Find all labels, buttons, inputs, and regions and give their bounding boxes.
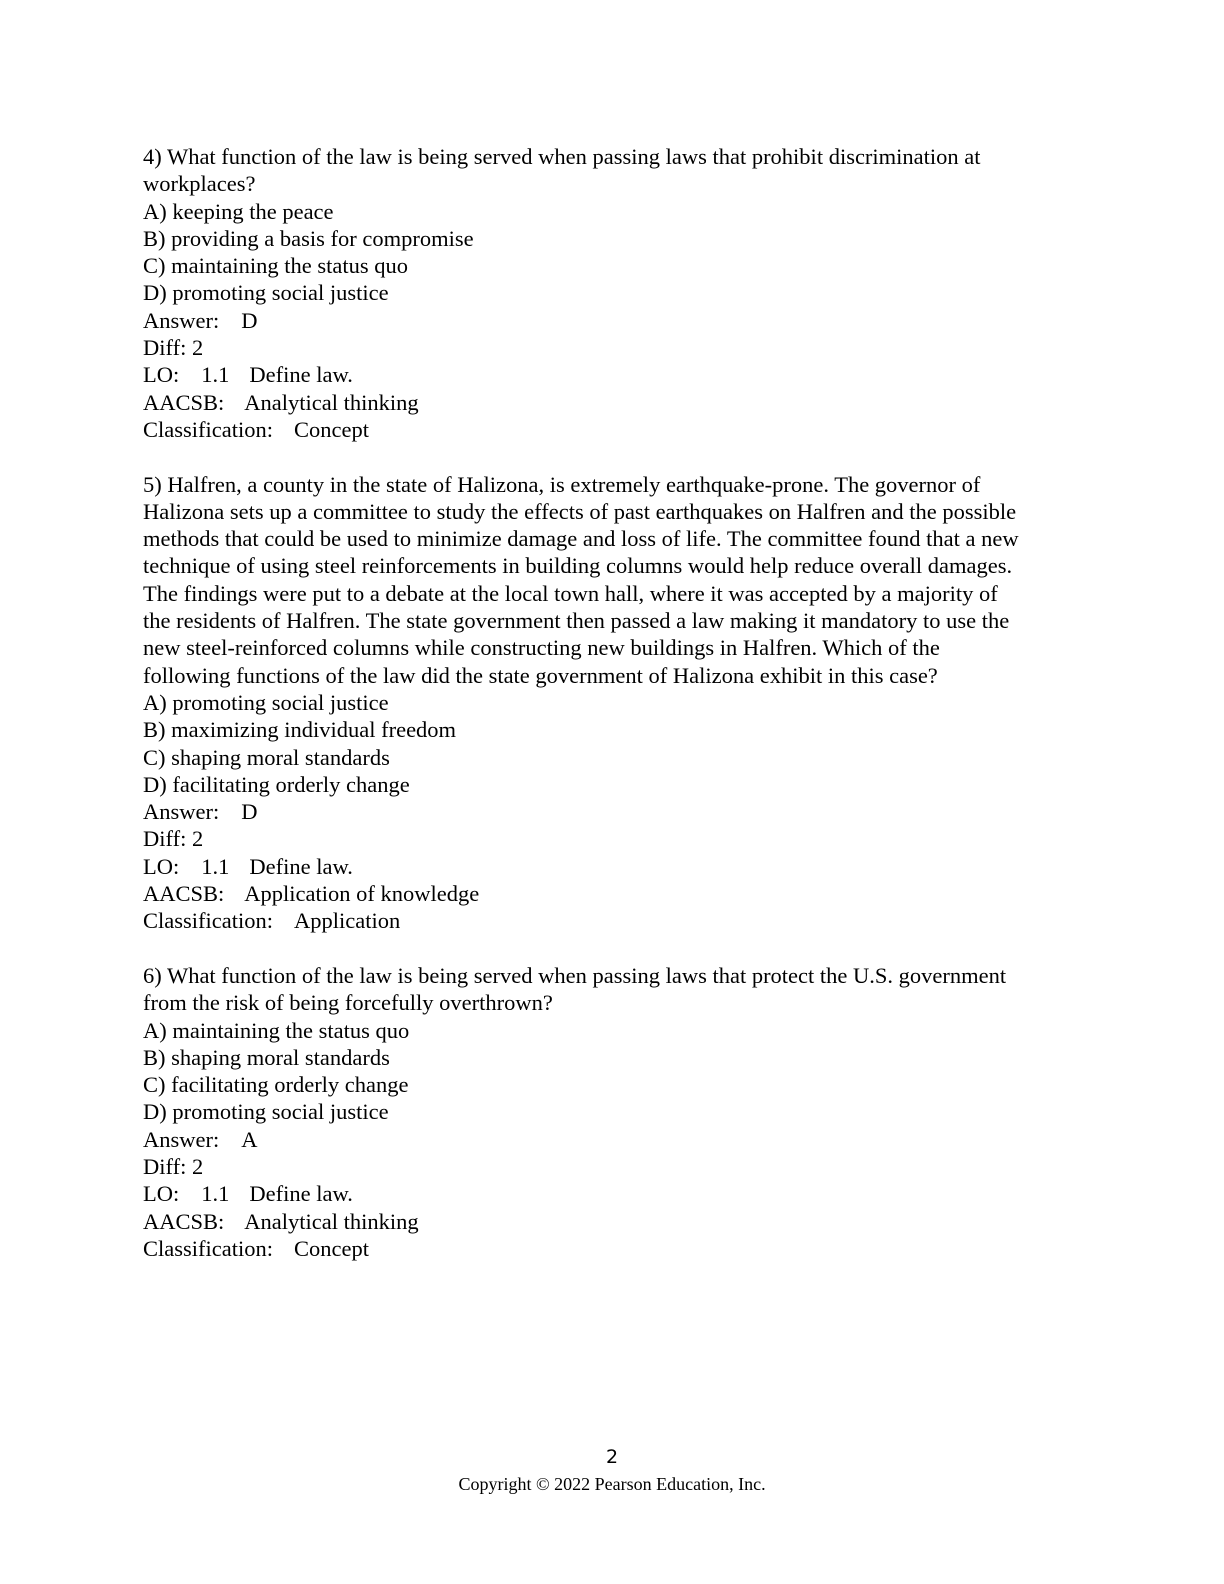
question-6 [143, 962, 1083, 1262]
lo-label: LO: [143, 853, 180, 879]
stem-line: methods that could be used to minimize damage and loss of life. The committee found that a new [143, 526, 1019, 552]
aacsb-line [143, 880, 1083, 907]
option-b: B) maximizing individual freedom [143, 717, 457, 743]
stem-line: workplaces? [143, 171, 256, 197]
answer-value: A [241, 1126, 258, 1152]
stem-line: the residents of Halfren. The state government then passed a law making it mandatory to use the [143, 608, 1010, 634]
aacsb-line [143, 1208, 1083, 1235]
aacsb-value: Application of knowledge [244, 881, 480, 907]
lo-number: 1.1 [201, 1181, 230, 1207]
option-d: D) promoting social justice [143, 280, 389, 306]
answer-line [143, 307, 1083, 334]
lo-number: 1.1 [201, 362, 230, 388]
lo-text: Define law. [249, 1181, 353, 1207]
aacsb-label: AACSB: [143, 1208, 225, 1234]
lo-text: Define law. [249, 853, 353, 879]
stem-line: from the risk of being forcefully overthrown? [143, 990, 553, 1016]
option-c: C) maintaining the status quo [143, 253, 408, 279]
stem-line: 6) What function of the law is being served when passing laws that protect the U.S. government [143, 962, 1007, 988]
copyright-notice: Copyright © 2022 Pearson Education, Inc. [458, 1474, 766, 1494]
option-d: D) promoting social justice [143, 1099, 389, 1125]
aacsb-label: AACSB: [143, 389, 225, 415]
stem-line: technique of using steel reinforcements in building columns would help reduce overall damages. [143, 553, 1013, 579]
option-a: A) keeping the peace [143, 198, 334, 224]
option-d: D) facilitating orderly change [143, 771, 410, 797]
lo-text: Define law. [249, 362, 353, 388]
question-5 [143, 471, 1083, 935]
stem-line: following functions of the law did the state government of Halizona exhibit in this case? [143, 662, 938, 688]
classification-value: Application [293, 908, 401, 934]
classification-line [143, 416, 1083, 443]
classification-label: Classification: [143, 416, 273, 442]
lo-line [143, 1180, 1083, 1207]
answer-line [143, 798, 1083, 825]
stem-line: The findings were put to a debate at the local town hall, where it was accepted by a majority of [143, 580, 998, 606]
option-b: B) providing a basis for compromise [143, 225, 474, 251]
stem-line: 4) What function of the law is being served when passing laws that prohibit discrimination at [143, 144, 981, 169]
classification-label: Classification: [143, 1235, 273, 1261]
aacsb-value: Analytical thinking [244, 1208, 419, 1234]
page-number: 2 [605, 1446, 619, 1468]
aacsb-line [143, 389, 1083, 416]
lo-label: LO: [143, 1181, 180, 1207]
classification-label: Classification: [143, 908, 273, 934]
classification-value: Concept [293, 1235, 369, 1261]
answer-value: D [241, 307, 258, 333]
answer-label: Answer: [143, 307, 220, 333]
lo-number: 1.1 [201, 853, 230, 879]
difficulty: Diff: 2 [143, 1153, 204, 1179]
question-4 [143, 143, 1083, 443]
answer-label: Answer: [143, 1126, 220, 1152]
classification-value: Concept [293, 416, 369, 442]
question-stem [143, 143, 1083, 198]
stem-line: new steel-reinforced columns while constructing new buildings in Halfren. Which of the [143, 635, 940, 661]
option-c: C) shaping moral standards [143, 744, 390, 770]
lo-line [143, 361, 1083, 388]
difficulty: Diff: 2 [143, 826, 204, 852]
option-c: C) facilitating orderly change [143, 1072, 409, 1098]
question-stem [143, 471, 1083, 689]
aacsb-value: Analytical thinking [244, 389, 419, 415]
classification-line [143, 907, 1083, 934]
option-b: B) shaping moral standards [143, 1044, 390, 1070]
answer-line [143, 1126, 1083, 1153]
classification-line [143, 1235, 1083, 1262]
document-body [143, 143, 1083, 1289]
answer-label: Answer: [143, 799, 220, 825]
option-a: A) maintaining the status quo [143, 1017, 410, 1043]
stem-line: Halizona sets up a committee to study the effects of past earthquakes on Halfren and the possible [143, 498, 1017, 524]
question-stem [143, 962, 1083, 1017]
stem-line: 5) Halfren, a county in the state of Halizona, is extremely earthquake-prone. The governor of [143, 471, 981, 497]
option-a: A) promoting social justice [143, 689, 389, 715]
difficulty: Diff: 2 [143, 335, 204, 361]
aacsb-label: AACSB: [143, 881, 225, 907]
lo-line [143, 853, 1083, 880]
answer-value: D [241, 799, 258, 825]
lo-label: LO: [143, 362, 180, 388]
